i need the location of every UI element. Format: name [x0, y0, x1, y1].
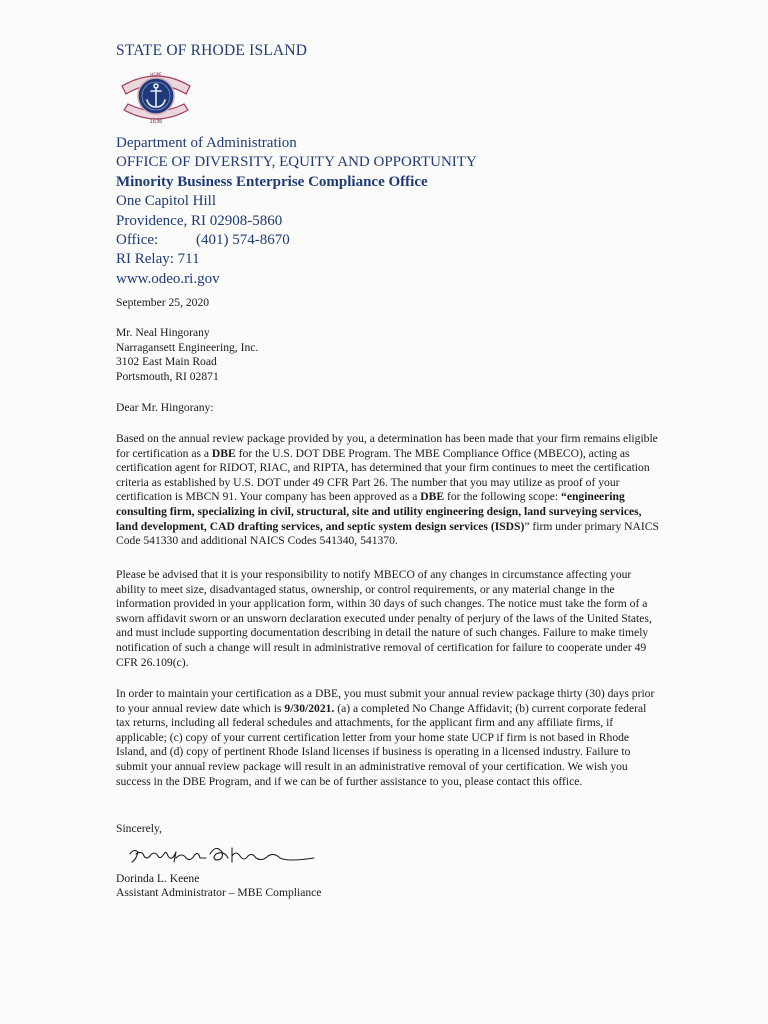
paragraph-annual-review: In order to maintain your certification as a DBE, you must submit your annual review package thirty (30) days prior to your annual review date which is 9/30/2021. (a) a completed No Change Affidavit; (b) current corporate federal tax returns, including all federal schedules and attachments, for the applicant firm and any affiliate firms, if applicable; (c) copy of your current certification letter from your home state UCP if firm is not based in Rhode Island, and (d) copy of pertinent Rhode Island licenses if business is operating in a licensed industry. Failure to submit your annual review package will result in an administrative removal of your certification. We wish you success in the DBE Program, and if we can be of further assistance to you, please contact this office.	[116, 687, 655, 788]
paragraph-responsibility: Please be advised that it is your responsibility to notify MBECO of any changes in circumstance affecting your ability to meet size, disadvantaged status, ownership, or control requirements, or any material change in the information provided in your application form, within 30 days of such changes. The notice must take the form of a sworn affidavit sworn or an unsworn declaration executed under penalty of perjury of the laws of the United States, and must include supporting documentation describing in detail the nature of such changes. Failure to make timely notification of such a change will result in administrative removal of certification for failure to cooperate under 49 CFR 26.109(c).	[116, 568, 652, 669]
website-link[interactable]: www.odeo.ri.gov	[116, 270, 220, 287]
seal-motto: HOPE	[150, 72, 162, 77]
paragraph-certification: Based on the annual review package provided by you, a determination has been made that your firm remains eligible for certification as a DBE for the U.S. DOT DBE Program. The MBE Compliance Office (MBECO), acting as certification agent for RIDOT, RIAC, and RIPTA, has determined that your firm continues to meet the certification criteria as established by U.S. DOT under 49 CFR Part 26. The number that you may utilize as proof of your certification is MBCN 91. Your company has been approved as a DBE for the following scope: “engineering consulting firm, specializing in civil, structural, site and utility engineering design, land surveying services, land development, CAD drafting services, and septic system design services (ISDS)” firm under primary NAICS Code 541330 and additional NAICS Codes 541340, 541370.	[116, 432, 659, 548]
recipient-city: Portsmouth, RI 02871	[116, 369, 219, 383]
seal-year: 1636	[149, 119, 163, 125]
office-name: OFFICE OF DIVERSITY, EQUITY AND OPPORTUNITY	[116, 154, 477, 171]
signer-title: Assistant Administrator – MBE Compliance	[116, 886, 322, 899]
letter-date: September 25, 2020	[116, 296, 210, 309]
recipient-company: Narragansett Engineering, Inc.	[116, 340, 259, 354]
state-title: STATE OF RHODE ISLAND	[116, 42, 308, 59]
department-name: Department of Administration	[116, 135, 297, 151]
handwritten-signature	[128, 840, 318, 870]
street-address: One Capitol Hill	[116, 193, 216, 210]
state-seal-icon	[118, 64, 194, 128]
recipient-name: Mr. Neal Hingorany	[116, 326, 210, 339]
letterhead-block	[116, 134, 716, 289]
review-date: 9/30/2021.	[284, 701, 335, 715]
office-phone-label: Office:	[116, 232, 159, 249]
certification-scope: “engineering consulting firm, specializing in civil, structural, site and utility engineering design, land surveying services, land development, CAD drafting services, and septic system design services (ISDS)	[116, 490, 642, 533]
recipient-address	[116, 326, 661, 384]
ri-relay: RI Relay: 711	[116, 251, 200, 268]
division-name: Minority Business Enterprise Compliance Office	[116, 173, 428, 190]
office-phone: (401) 574-8670	[196, 232, 290, 249]
signer-name: Dorinda L. Keene	[116, 872, 200, 885]
salutation: Dear Mr. Hingorany:	[116, 401, 214, 414]
office-phone-row	[116, 231, 716, 250]
closing: Sincerely,	[116, 822, 162, 835]
recipient-street: 3102 East Main Road	[116, 355, 217, 369]
city-address: Providence, RI 02908-5860	[116, 212, 283, 229]
